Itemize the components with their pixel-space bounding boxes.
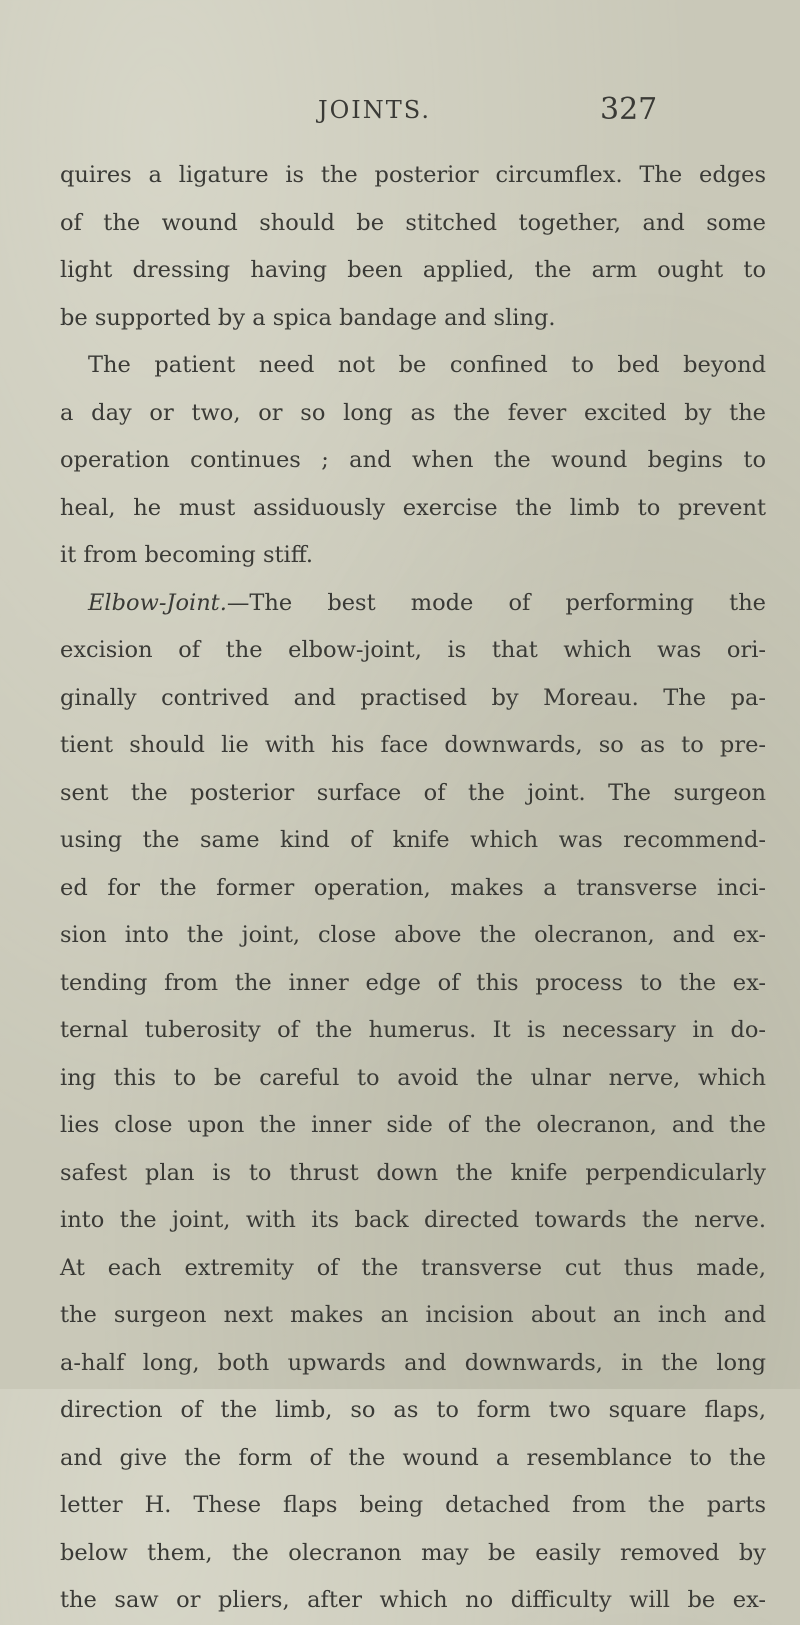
text-line: sion into the joint, close above the olecranon, and ex- bbox=[60, 922, 766, 948]
text-line: a day or two, or so long as the fever excited by the bbox=[60, 399, 766, 426]
text-line bbox=[60, 580, 766, 628]
text-line: quires a ligature is the posterior circumflex. The edges bbox=[60, 162, 766, 188]
text-line: a-half long, both upwards and downwards, in the long bbox=[60, 1349, 766, 1376]
page-header bbox=[0, 92, 800, 146]
text-line: direction of the limb, so as to form two square flaps, bbox=[60, 1397, 766, 1423]
text-line: it from becoming stiff. bbox=[60, 542, 314, 568]
text-line: the surgeon next makes an incision about an inch and bbox=[60, 1302, 766, 1328]
text-line: light dressing having been applied, the arm ought to bbox=[60, 257, 766, 283]
text-line: of the wound should be stitched together, and some bbox=[60, 209, 766, 236]
text-line: sent the posterior surface of the joint. The surgeon bbox=[60, 779, 766, 806]
text-line: ginally contrived and practised by Moreau. The pa- bbox=[60, 684, 766, 711]
text-line: tient should lie with his face downwards, so as to pre- bbox=[60, 732, 766, 758]
text-line: ternal tuberosity of the humerus. It is necessary in do- bbox=[60, 1017, 766, 1043]
text-line: lies close upon the inner side of the olecranon, and the bbox=[60, 1112, 766, 1138]
text-line: operation continues ; and when the wound begins to bbox=[60, 447, 766, 473]
text-line: ing this to be careful to avoid the ulnar nerve, which bbox=[60, 1064, 766, 1091]
text-line: the saw or pliers, after which no difficulty will be ex- bbox=[60, 1587, 766, 1613]
text-line: into the joint, with its back directed towards the nerve. bbox=[60, 1207, 766, 1233]
body-text bbox=[60, 152, 766, 1625]
text-line: using the same kind of knife which was recommend- bbox=[60, 827, 766, 853]
text-line: safest plan is to thrust down the knife perpendicularly bbox=[60, 1159, 766, 1186]
section-heading: Elbow-Joint. bbox=[88, 589, 227, 616]
text-line: At each extremity of the transverse cut thus made, bbox=[60, 1254, 766, 1281]
text-line: The patient need not be confined to bed beyond bbox=[88, 352, 766, 378]
text-line: below them, the olecranon may be easily removed by bbox=[60, 1539, 766, 1566]
running-title: JOINTS. bbox=[318, 96, 431, 124]
text-line: heal, he must assiduously exercise the limb to prevent bbox=[60, 494, 766, 521]
text-line: ed for the former operation, makes a transverse inci- bbox=[60, 874, 766, 901]
text-line: letter H. These flaps being detached from the parts bbox=[60, 1492, 766, 1518]
text-line: be supported by a spica bandage and sling. bbox=[60, 304, 556, 331]
text-line: tending from the inner edge of this process to the ex- bbox=[60, 969, 766, 996]
text-span: —The best mode of performing the bbox=[226, 589, 766, 616]
text-line: excision of the elbow-joint, is that which was ori- bbox=[60, 637, 766, 663]
text-line: and give the form of the wound a resemblance to the bbox=[60, 1444, 766, 1471]
page-number: 327 bbox=[600, 92, 658, 127]
